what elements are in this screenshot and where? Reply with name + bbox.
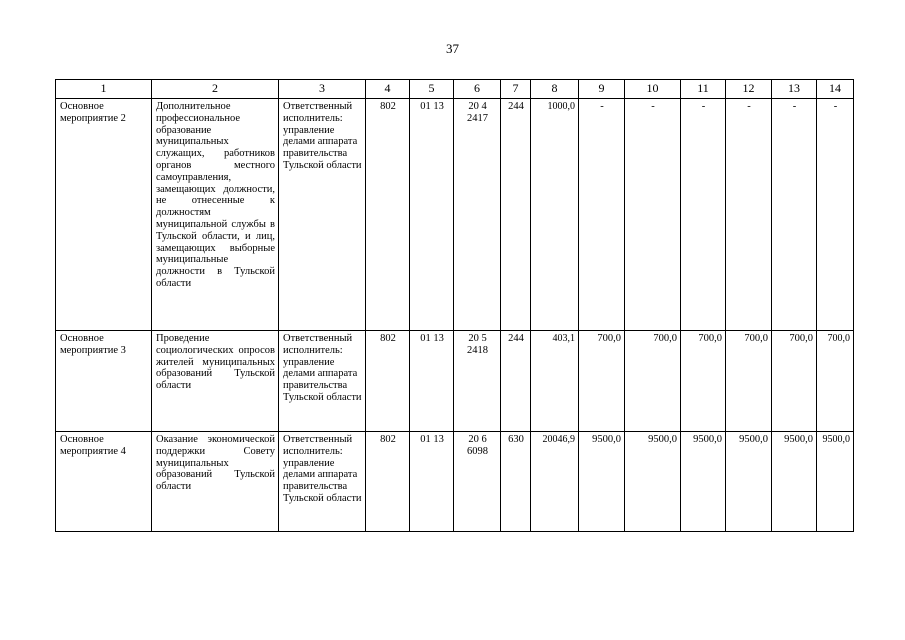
code-cell: 20 4 2417 [454, 99, 501, 331]
table-row [56, 331, 854, 432]
amount-cell: 20046,9 [531, 432, 579, 532]
code-cell: 244 [501, 99, 531, 331]
code-cell: 20 5 2418 [454, 331, 501, 432]
column-header: 4 [366, 80, 410, 99]
code-cell: 802 [366, 432, 410, 532]
executor-cell: Ответственный исполнитель: управление делами аппарата правительства Тульской области [279, 99, 366, 331]
column-header: 1 [56, 80, 152, 99]
column-header: 11 [681, 80, 726, 99]
column-header: 14 [817, 80, 854, 99]
amount-cell: 9500,0 [726, 432, 772, 532]
activity-name-cell: Основное мероприятие 2 [56, 99, 152, 331]
table-row [56, 99, 854, 331]
table-header-row [56, 80, 854, 99]
activity-description-cell: Дополнительное профессиональное образование муниципальных служащих, работников органов местного самоуправления, замещающих должности, не отнесенные к должностям муниципальной службы в Тульской области, и лиц, замещающих выборные муниципальные должности в Тульской области [152, 99, 279, 331]
column-header: 2 [152, 80, 279, 99]
activity-description-cell: Проведение социологических опросов жителей муниципальных образований Тульской области [152, 331, 279, 432]
column-header: 8 [531, 80, 579, 99]
amount-cell: 700,0 [579, 331, 625, 432]
amount-cell: 9500,0 [772, 432, 817, 532]
code-cell: 01 13 [410, 331, 454, 432]
amount-cell: 700,0 [726, 331, 772, 432]
amount-cell: 9500,0 [681, 432, 726, 532]
executor-cell: Ответственный исполнитель: управление делами аппарата правительства Тульской области [279, 432, 366, 532]
column-header: 9 [579, 80, 625, 99]
code-cell: 630 [501, 432, 531, 532]
amount-cell: 403,1 [531, 331, 579, 432]
column-header: 3 [279, 80, 366, 99]
amount-cell: - [817, 99, 854, 331]
activity-name-cell: Основное мероприятие 4 [56, 432, 152, 532]
code-cell: 01 13 [410, 432, 454, 532]
column-header: 12 [726, 80, 772, 99]
amount-cell: 700,0 [772, 331, 817, 432]
column-header: 6 [454, 80, 501, 99]
code-cell: 01 13 [410, 99, 454, 331]
code-cell: 20 6 6098 [454, 432, 501, 532]
amount-cell: - [726, 99, 772, 331]
code-cell: 244 [501, 331, 531, 432]
code-cell: 802 [366, 331, 410, 432]
amount-cell: 9500,0 [817, 432, 854, 532]
amount-cell: - [772, 99, 817, 331]
code-cell: 802 [366, 99, 410, 331]
executor-cell: Ответственный исполнитель: управление делами аппарата правительства Тульской области [279, 331, 366, 432]
column-header: 7 [501, 80, 531, 99]
column-header: 5 [410, 80, 454, 99]
amount-cell: - [625, 99, 681, 331]
column-header: 10 [625, 80, 681, 99]
amount-cell: 700,0 [681, 331, 726, 432]
amount-cell: 9500,0 [579, 432, 625, 532]
amount-cell: 9500,0 [625, 432, 681, 532]
budget-table [55, 79, 854, 532]
activity-description-cell: Оказание экономической поддержки Совету муниципальных образований Тульской области [152, 432, 279, 532]
amount-cell: - [579, 99, 625, 331]
table-row [56, 432, 854, 532]
page-number: 37 [446, 41, 459, 56]
amount-cell: 1000,0 [531, 99, 579, 331]
amount-cell: 700,0 [817, 331, 854, 432]
column-header: 13 [772, 80, 817, 99]
amount-cell: 700,0 [625, 331, 681, 432]
amount-cell: - [681, 99, 726, 331]
activity-name-cell: Основное мероприятие 3 [56, 331, 152, 432]
